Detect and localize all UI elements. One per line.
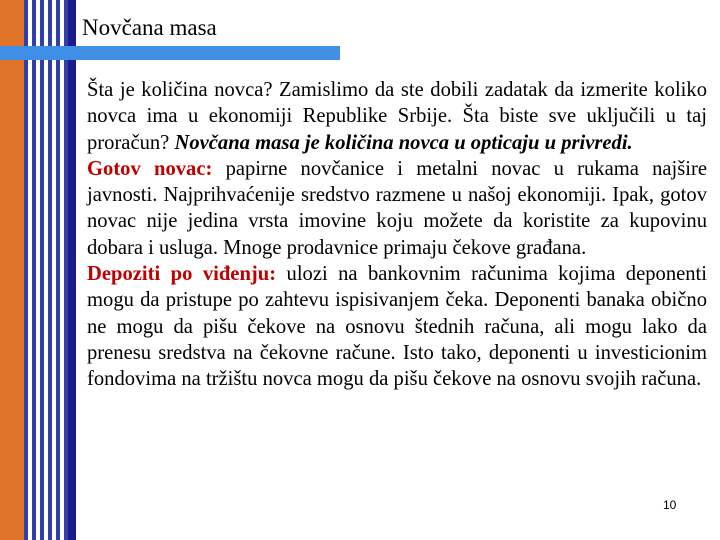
- paragraph-demand-deposits: [87, 261, 707, 392]
- paragraph-definition-text: Šta je količina novca? Zamislimo da ste dobili zadatak da izmerite koliko novca ima u ekonomiji Republike Srbije. Šta biste sve uključili u taj proračun?: [87, 79, 707, 154]
- slide-title: Novčana masa: [82, 15, 217, 40]
- term-currency: Gotov novac:: [87, 157, 213, 180]
- navy-accent-bar: [68, 0, 76, 540]
- paragraph-definition: [87, 77, 707, 156]
- paragraph-demand-deposits-text: ulozi na bankovnim računima kojima deponenti mogu da pristupe po zahtevu ispisivanjem čeka. Deponenti banaka obično ne mogu da pišu čekove na osnovu štednih računa, ali mogu lako da prenesu sredstva na čekovne račune. Isto tako, deponenti u investicionim fondovima na tržištu novca mogu da pišu čekove na osnovu svojih računa.: [87, 263, 707, 391]
- page-number: 10: [663, 498, 677, 512]
- term-demand-deposits: Depoziti po viđenju:: [87, 263, 277, 286]
- orange-accent-bar: [0, 0, 24, 540]
- title-underline-bar: [0, 46, 340, 60]
- definition-emphasis: Novčana masa je količina novca u opticaju u privredi.: [174, 131, 633, 154]
- paragraph-currency-text: papirne novčanice i metalni novac u rukama najšire javnosti. Najprihvaćenije sredstvo razmene u našoj ekonomiji. Ipak, gotov novac nije jedina vrsta imovine koju možete da koristite za kupovinu dobara i usluga. Mnoge prodavnice primaju čekove građana.: [87, 157, 707, 259]
- slide-body: [87, 77, 707, 393]
- paragraph-currency: [87, 156, 707, 261]
- striped-accent-bar: [24, 0, 68, 540]
